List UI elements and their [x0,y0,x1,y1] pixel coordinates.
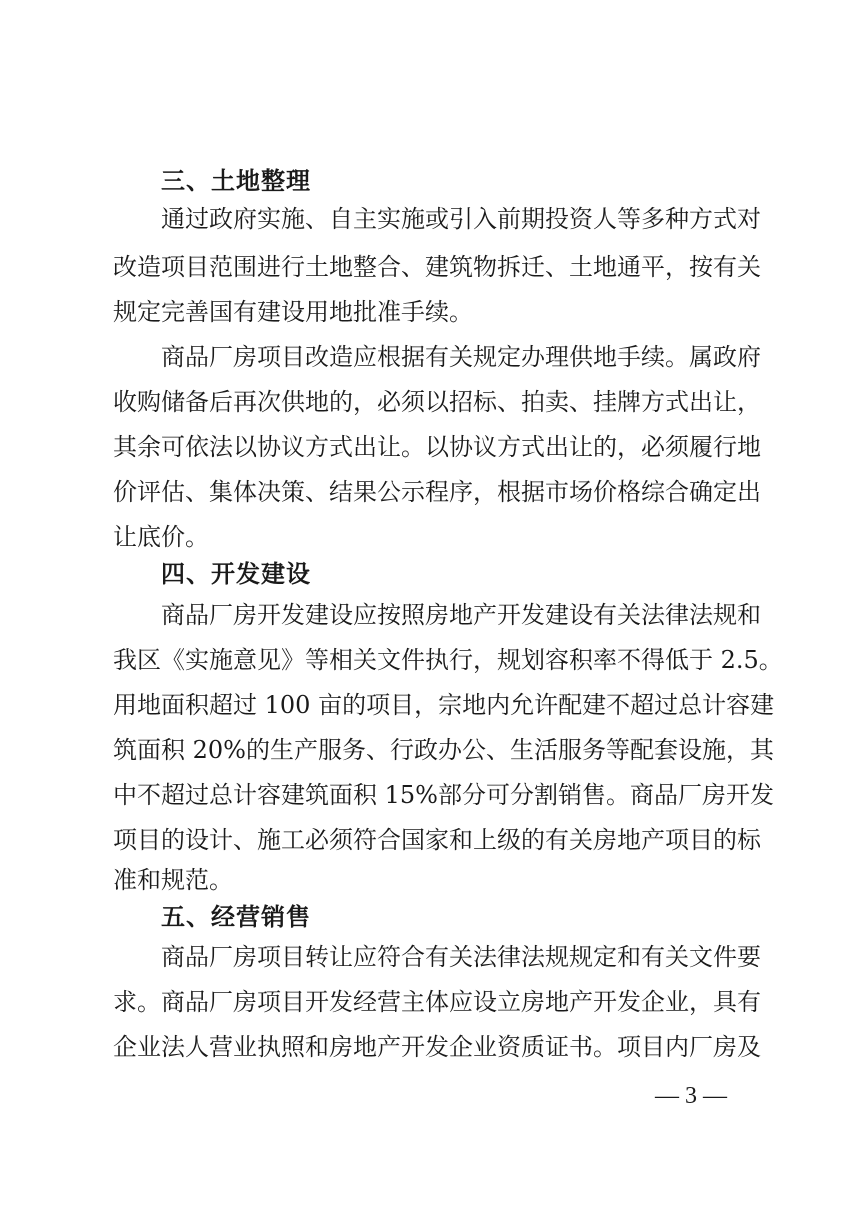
section-heading-land-consolidation: 三、土地整理 [161,167,311,195]
paragraph-line: 价评估、集体决策、结果公示程序，根据市场价格综合确定出 [113,478,761,506]
section-heading-development: 四、开发建设 [161,560,311,588]
paragraph-line: 商品厂房项目改造应根据有关规定办理供地手续。属政府 [161,343,761,371]
section-heading-sales: 五、经营销售 [161,903,311,931]
paragraph-line: 中不超过总计容建筑面积 15%部分可分割销售。商品厂房开发 [113,781,774,809]
paragraph-line: 通过政府实施、自主实施或引入前期投资人等多种方式对 [161,205,761,233]
paragraph-line: 其余可依法以协议方式出让。以协议方式出让的，必须履行地 [113,433,761,461]
paragraph-line: 准和规范。 [113,866,233,894]
paragraph-line: 筑面积 20%的生产服务、行政办公、生活服务等配套设施，其 [113,736,774,764]
paragraph-line: 我区《实施意见》等相关文件执行，规划容积率不得低于 2.5。 [113,646,783,674]
paragraph-line: 收购储备后再次供地的，必须以招标、拍卖、挂牌方式出让， [113,388,761,416]
paragraph-line: 规定完善国有建设用地批准手续。 [113,298,473,326]
paragraph-line: 改造项目范围进行土地整合、建筑物拆迁、土地通平，按有关 [113,253,761,281]
paragraph-line: 用地面积超过 100 亩的项目，宗地内允许配建不超过总计容建 [113,691,775,719]
paragraph-line: 商品厂房项目转让应符合有关法律法规规定和有关文件要 [161,943,761,971]
page-number: — 3 — [655,1083,727,1109]
paragraph-line: 商品厂房开发建设应按照房地产开发建设有关法律法规和 [161,601,761,629]
paragraph-line: 项目的设计、施工必须符合国家和上级的有关房地产项目的标 [113,826,761,854]
paragraph-line: 求。商品厂房项目开发经营主体应设立房地产开发企业，具有 [113,988,761,1016]
paragraph-line: 企业法人营业执照和房地产开发企业资质证书。项目内厂房及 [113,1033,761,1061]
paragraph-line: 让底价。 [113,523,209,551]
